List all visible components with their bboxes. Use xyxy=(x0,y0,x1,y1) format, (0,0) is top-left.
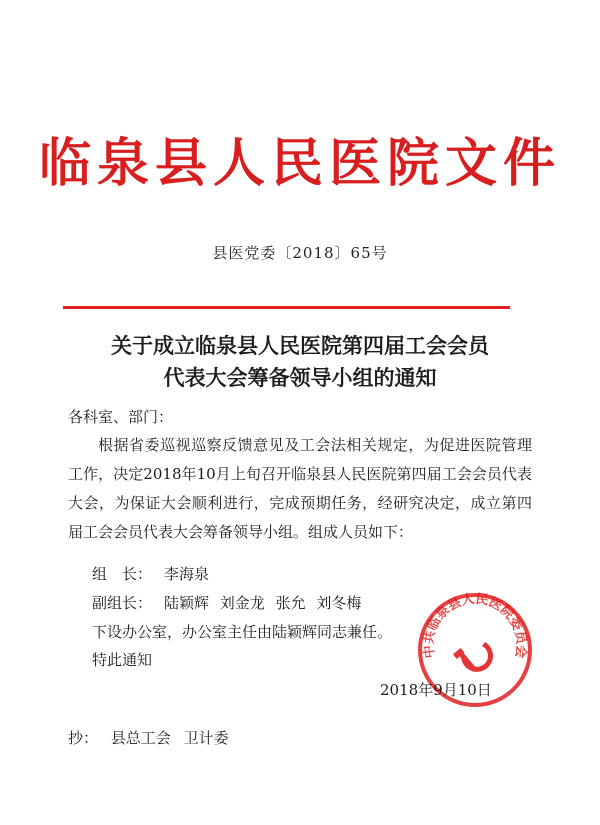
member-name: 刘金龙 xyxy=(219,594,265,612)
notice-title-line-1: 关于成立临泉县人民医院第四届工会会员 xyxy=(111,334,489,358)
closing-text: 特此通知 xyxy=(92,651,153,669)
red-divider-line xyxy=(63,306,510,309)
member-names xyxy=(164,589,367,618)
cc-recipient: 县总工会 xyxy=(110,729,171,747)
svg-text:中共临泉县人民医院委员会 xyxy=(421,592,530,659)
member-list xyxy=(92,560,367,618)
office-note: 下设办公室，办公室主任由陆颖辉同志兼任。 xyxy=(92,623,393,641)
cc-label: 抄： xyxy=(68,729,99,747)
body-paragraph: 根据省委巡视巡察反馈意见及工会法相关规定，为促进医院管理工作，决定2018年10月上旬召开临泉县人民医院第四届工会会员代表大会，为保证大会顺利进行，完成预期任务，经研究决定，成立第四届工会会员代表大会筹备领导小组。组成人员如下： xyxy=(68,436,532,541)
addressee: 各科室、部门： xyxy=(68,408,174,426)
member-name: 李海泉 xyxy=(164,565,210,583)
hammer-sickle-icon xyxy=(453,642,493,672)
document-header-title: 临泉县人民医院文件 xyxy=(38,134,561,194)
seal-text: 中共临泉县人民医院委员会 xyxy=(421,591,529,659)
member-name: 陆颖辉 xyxy=(164,594,210,612)
member-name: 张允 xyxy=(275,594,306,612)
member-role: 组 长： xyxy=(92,565,153,583)
cc-line xyxy=(68,724,237,753)
issue-date: 2018年9月10日 xyxy=(380,681,492,699)
notice-title-line-2: 代表大会筹备领导小组的通知 xyxy=(163,366,437,390)
cc-recipient: 卫计委 xyxy=(183,729,229,747)
member-names xyxy=(164,560,215,589)
member-row-deputy xyxy=(92,589,367,618)
member-name: 刘冬梅 xyxy=(316,594,362,612)
member-row-leader xyxy=(92,560,367,589)
member-role: 副组长： xyxy=(92,594,153,612)
document-number: 县医党委〔2018〕65号 xyxy=(212,244,388,262)
